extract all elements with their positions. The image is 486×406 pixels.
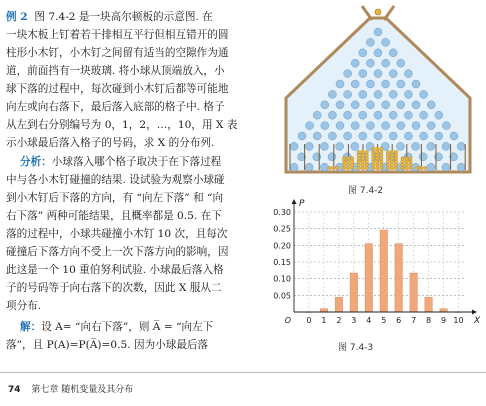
peg bbox=[359, 70, 367, 78]
chapter-title: 第七章 随机变量及其分布 bbox=[31, 385, 134, 395]
ball bbox=[394, 150, 398, 154]
x-axis-arrow bbox=[472, 310, 477, 315]
peg bbox=[389, 132, 397, 140]
peg bbox=[427, 122, 435, 130]
peg bbox=[320, 163, 328, 171]
y-tick-label: 0.25 bbox=[273, 224, 291, 234]
x-tick-label: 10 bbox=[453, 316, 464, 325]
ball bbox=[342, 157, 346, 161]
peg bbox=[351, 80, 359, 88]
ball bbox=[405, 157, 409, 161]
figure1-caption: 图 7.4-2 bbox=[348, 186, 384, 196]
peg bbox=[397, 59, 405, 67]
x-tick-label: 2 bbox=[336, 316, 342, 325]
peg bbox=[457, 163, 465, 171]
ball bbox=[350, 157, 354, 161]
x-tick-label: 6 bbox=[396, 316, 402, 325]
peg bbox=[389, 70, 397, 78]
bar bbox=[395, 244, 402, 312]
peg bbox=[366, 80, 374, 88]
peg bbox=[344, 70, 352, 78]
example-line-3: 道，前面挡有一块玻璃. 将小球从顶端放入，小 bbox=[6, 65, 225, 77]
peg bbox=[389, 49, 397, 57]
bar bbox=[440, 309, 447, 312]
bar bbox=[335, 297, 342, 312]
peg bbox=[389, 111, 397, 119]
peg bbox=[374, 90, 382, 98]
ball bbox=[346, 157, 350, 161]
peg bbox=[412, 101, 420, 109]
peg bbox=[328, 132, 336, 140]
analysis-line-1: 中与各小木钉碰撞的结果. 设试验为观察小球碰 bbox=[6, 174, 225, 186]
ball bbox=[409, 157, 413, 161]
peg bbox=[359, 49, 367, 57]
x-tick-label: 1 bbox=[321, 316, 327, 325]
ball bbox=[365, 150, 369, 154]
analysis-line-0: 分析：小球落入哪个格子取决于在下落过程 bbox=[20, 156, 222, 168]
peg bbox=[321, 101, 329, 109]
peg bbox=[351, 122, 359, 130]
peg bbox=[359, 132, 367, 140]
bar bbox=[410, 273, 417, 312]
peg bbox=[404, 90, 412, 98]
peg bbox=[404, 111, 412, 119]
peg bbox=[427, 101, 435, 109]
analysis-line-2: 到小木钉后下落的方向，有 “向左下落” 和 “向 bbox=[6, 192, 224, 204]
ball bbox=[361, 150, 365, 154]
peg bbox=[457, 142, 465, 150]
peg bbox=[442, 142, 450, 150]
peg bbox=[382, 122, 390, 130]
ball bbox=[419, 166, 423, 170]
x-tick-label: 5 bbox=[381, 316, 387, 325]
peg bbox=[366, 59, 374, 67]
peg bbox=[336, 122, 344, 130]
ball bbox=[332, 166, 336, 170]
origin-label: O bbox=[284, 316, 291, 325]
ball bbox=[328, 166, 332, 170]
y-tick-label: 0.10 bbox=[273, 274, 291, 284]
peg bbox=[320, 142, 328, 150]
y-axis-label: P bbox=[299, 199, 305, 209]
peg bbox=[396, 142, 404, 150]
peg bbox=[397, 80, 405, 88]
peg bbox=[374, 70, 382, 78]
peg bbox=[374, 49, 382, 57]
solution-line-0: 解：设 A= “向右下落”，则 A̅ = “向左下 bbox=[20, 321, 214, 333]
analysis-line-8: 项分布. bbox=[6, 300, 42, 312]
analysis-line-5: 碰撞后下落方向不受上一次下落方向的影响，因 bbox=[6, 246, 229, 258]
peg bbox=[313, 132, 321, 140]
peg bbox=[374, 111, 382, 119]
peg bbox=[328, 111, 336, 119]
chart-labels bbox=[273, 199, 481, 326]
ball bbox=[386, 150, 390, 154]
peg bbox=[442, 122, 450, 130]
peg bbox=[404, 70, 412, 78]
peg bbox=[420, 132, 428, 140]
peg bbox=[321, 122, 329, 130]
galton-board bbox=[286, 6, 470, 172]
binomial-chart bbox=[272, 199, 481, 335]
peg bbox=[359, 111, 367, 119]
peg bbox=[351, 59, 359, 67]
ball bbox=[390, 150, 394, 154]
bar bbox=[365, 244, 372, 312]
peg bbox=[404, 132, 412, 140]
peg bbox=[420, 111, 428, 119]
ball bbox=[376, 147, 380, 151]
ball bbox=[423, 166, 427, 170]
peg bbox=[382, 38, 390, 46]
peg bbox=[435, 111, 443, 119]
figure2-caption: 图 7.4-3 bbox=[338, 343, 374, 353]
peg bbox=[450, 132, 458, 140]
bar bbox=[380, 230, 387, 312]
peg bbox=[366, 101, 374, 109]
peg bbox=[336, 101, 344, 109]
y-tick-label: 0.20 bbox=[273, 241, 291, 251]
bar bbox=[425, 297, 432, 312]
peg bbox=[382, 101, 390, 109]
peg bbox=[382, 80, 390, 88]
example-line-2: 柱形小木钉，小木钉之间留有适当的空隙作为通 bbox=[6, 47, 229, 59]
y-tick-label: 0.15 bbox=[273, 258, 291, 267]
peg bbox=[412, 122, 420, 130]
analysis-line-3: 右下落” 两种可能结果，且概率都是 0.5. 在下 bbox=[6, 210, 222, 222]
analysis-line-7: 子的号码等于向右落下的次数，因此 X 服从二 bbox=[6, 282, 222, 294]
peg bbox=[336, 142, 344, 150]
peg bbox=[412, 142, 420, 150]
x-tick-label: 3 bbox=[351, 316, 357, 325]
peg bbox=[351, 101, 359, 109]
peg bbox=[419, 153, 427, 161]
peg bbox=[290, 142, 298, 150]
peg bbox=[344, 132, 352, 140]
example-line-7: 示小球最后落入格子的号码，求 X 的分布列. bbox=[6, 137, 215, 149]
example-label: 例 2 bbox=[6, 11, 28, 23]
peg bbox=[313, 111, 321, 119]
peg bbox=[435, 132, 443, 140]
peg bbox=[306, 122, 314, 130]
example-line-5: 向左或向右落下，最后落入底部的格子中. 格子 bbox=[6, 101, 225, 113]
ball bbox=[372, 147, 376, 151]
ball bbox=[336, 166, 340, 170]
bar bbox=[320, 309, 327, 312]
peg bbox=[305, 163, 313, 171]
peg bbox=[344, 111, 352, 119]
example-line-0: 例 2 图 7.4-2 是一块高尔顿板的示意图. 在 bbox=[6, 11, 213, 23]
peg bbox=[397, 122, 405, 130]
peg bbox=[442, 163, 450, 171]
ball bbox=[415, 166, 419, 170]
peg bbox=[389, 90, 397, 98]
x-tick-label: 8 bbox=[426, 316, 432, 325]
peg bbox=[366, 122, 374, 130]
example-line-6: 从左到右分别编号为 0，1，2，…，10，用 X 表 bbox=[6, 119, 238, 131]
peg bbox=[328, 90, 336, 98]
peg bbox=[382, 59, 390, 67]
analysis-line-6: 此这是一个 10 重伯努利试验. 小球最后落入格 bbox=[6, 264, 224, 276]
example-line-1: 一块木板上钉着若干排相互平行但相互错开的圆 bbox=[6, 29, 229, 41]
peg bbox=[336, 80, 344, 88]
x-axis-label: X bbox=[474, 316, 481, 326]
peg bbox=[420, 90, 428, 98]
ball bbox=[380, 147, 384, 151]
solution-line-1: 落”，且 P(A)=P(A̅)=0.5. 因为小球最后落 bbox=[6, 339, 209, 351]
solution-label: 解： bbox=[20, 321, 42, 333]
peg bbox=[374, 132, 382, 140]
footer-rule bbox=[0, 372, 486, 373]
example-line-4: 球下落的过程中，每次碰到小木钉后都等可能地 bbox=[6, 83, 229, 95]
analysis-line-4: 落的过程中，小球共碰撞小木钉 10 次，且每次 bbox=[6, 228, 228, 240]
bar bbox=[350, 273, 357, 312]
peg bbox=[344, 90, 352, 98]
peg bbox=[305, 142, 313, 150]
analysis-label: 分析： bbox=[20, 156, 52, 168]
peg bbox=[397, 101, 405, 109]
x-tick-label: 7 bbox=[411, 316, 417, 325]
peg bbox=[374, 28, 382, 36]
peg bbox=[290, 163, 298, 171]
peg bbox=[298, 132, 306, 140]
galton-board-figure bbox=[274, 2, 482, 178]
peg bbox=[427, 163, 435, 171]
peg bbox=[366, 38, 374, 46]
y-tick-label: 0.05 bbox=[273, 291, 291, 301]
chart-bars bbox=[305, 230, 462, 312]
peg bbox=[359, 90, 367, 98]
y-tick-label: 0.30 bbox=[273, 208, 291, 217]
footer bbox=[8, 382, 133, 395]
peg bbox=[328, 153, 336, 161]
peg bbox=[351, 142, 359, 150]
y-axis-arrow bbox=[292, 199, 297, 204]
x-tick-label: 9 bbox=[441, 316, 447, 325]
peg bbox=[427, 142, 435, 150]
x-tick-label: 0 bbox=[306, 316, 312, 325]
page-number: 74 bbox=[8, 385, 21, 395]
ball bbox=[357, 150, 361, 154]
ball bbox=[401, 157, 405, 161]
peg bbox=[412, 80, 420, 88]
x-tick-label: 4 bbox=[366, 316, 372, 325]
